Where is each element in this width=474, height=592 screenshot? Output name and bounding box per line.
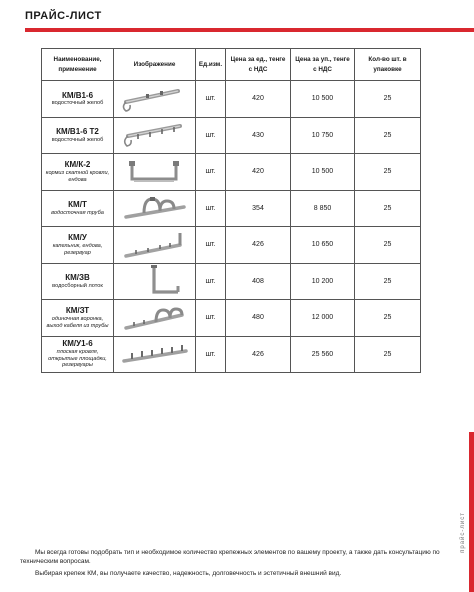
bracket-product-image bbox=[120, 155, 190, 189]
col-header-image: Изображение bbox=[114, 49, 196, 81]
col-header-unit: Ед.изм. bbox=[196, 49, 226, 81]
product-code: КМ/К-2 bbox=[64, 160, 91, 170]
price-pack-cell: 10 650 bbox=[291, 227, 355, 264]
product-image-cell bbox=[114, 81, 196, 118]
product-image-cell bbox=[114, 336, 196, 373]
product-name-cell bbox=[42, 154, 114, 191]
product-name-cell bbox=[42, 117, 114, 154]
unit-cell: шт. bbox=[196, 117, 226, 154]
product-code: КМ/ЗВ bbox=[65, 273, 90, 283]
table-row bbox=[42, 227, 421, 264]
product-description: капельник, ендова, резервуар bbox=[52, 242, 103, 256]
product-name-cell bbox=[42, 81, 114, 118]
qty-cell: 25 bbox=[355, 154, 421, 191]
table-row bbox=[42, 117, 421, 154]
price-unit-cell: 430 bbox=[226, 117, 291, 154]
product-code: КМ/Т bbox=[68, 200, 87, 210]
price-unit-cell: 426 bbox=[226, 227, 291, 264]
price-unit-cell: 420 bbox=[226, 154, 291, 191]
price-unit-cell: 426 bbox=[226, 336, 291, 373]
side-accent-rule bbox=[469, 432, 474, 592]
table-row bbox=[42, 81, 421, 118]
table-row bbox=[42, 336, 421, 373]
product-description: водосточная труба bbox=[51, 209, 104, 216]
product-name-cell bbox=[42, 190, 114, 227]
pipe-clamp-product-image bbox=[120, 191, 190, 225]
unit-cell: шт. bbox=[196, 190, 226, 227]
unit-cell: шт. bbox=[196, 336, 226, 373]
product-description: водосточный желоб bbox=[51, 100, 104, 107]
price-unit-cell: 408 bbox=[226, 263, 291, 300]
product-image-cell bbox=[114, 154, 196, 191]
product-name-cell bbox=[42, 336, 114, 373]
table-row bbox=[42, 190, 421, 227]
product-description: плоская кровля, открытые площадки, резервуары bbox=[48, 348, 107, 369]
unit-cell: шт. bbox=[196, 81, 226, 118]
product-image-cell bbox=[114, 117, 196, 154]
price-pack-cell: 10 200 bbox=[291, 263, 355, 300]
corner-bracket-product-image bbox=[120, 228, 190, 262]
price-pack-cell: 10 500 bbox=[291, 81, 355, 118]
product-image-cell bbox=[114, 190, 196, 227]
product-image-cell bbox=[114, 263, 196, 300]
page-title: ПРАЙС-ЛИСТ bbox=[25, 10, 102, 22]
product-name-cell bbox=[42, 300, 114, 337]
header-accent-rule bbox=[25, 28, 474, 32]
unit-cell: шт. bbox=[196, 227, 226, 264]
table-row bbox=[42, 154, 421, 191]
product-description: одиночная воронка, выход кабеля из трубы bbox=[46, 315, 109, 329]
product-description: водосборный лоток bbox=[52, 282, 103, 289]
table-row bbox=[42, 300, 421, 337]
product-description: водосточный желоб bbox=[51, 136, 104, 143]
col-header-qty: Кол-во шт. в упаковке bbox=[355, 49, 421, 81]
gutter-mount-product-image bbox=[120, 118, 190, 152]
product-name-cell bbox=[42, 263, 114, 300]
price-unit-cell: 480 bbox=[226, 300, 291, 337]
l-bracket-product-image bbox=[120, 264, 190, 298]
product-code: КМ/У bbox=[68, 233, 87, 243]
qty-cell: 25 bbox=[355, 81, 421, 118]
price-pack-cell: 10 750 bbox=[291, 117, 355, 154]
qty-cell: 25 bbox=[355, 227, 421, 264]
col-header-price-unit: Цена за ед., тенге с НДС bbox=[226, 49, 291, 81]
col-header-name: Наименование, применение bbox=[42, 49, 114, 81]
unit-cell: шт. bbox=[196, 263, 226, 300]
table-header-row bbox=[42, 49, 421, 81]
unit-cell: шт. bbox=[196, 300, 226, 337]
price-pack-cell: 10 500 bbox=[291, 154, 355, 191]
product-code: КМ/В1-6 bbox=[61, 90, 94, 100]
footer-line-quality: Выбирая крепеж КМ, вы получаете качество, надежность, долговечность и эстетичный внешний вид. bbox=[35, 569, 342, 577]
product-code: КМ/ЗТ bbox=[65, 306, 90, 316]
gutter-mount-product-image bbox=[120, 82, 190, 116]
product-name-cell bbox=[42, 227, 114, 264]
footer-line-consultation: Мы всегда готовы подобрать тип и необходимое количество крепежных элементов по вашему проекту, а также дать консультацию по техническим вопросам. bbox=[20, 549, 440, 565]
qty-cell: 25 bbox=[355, 300, 421, 337]
product-description: кормиз скатной кровли, ендова bbox=[45, 169, 110, 183]
price-pack-cell: 12 000 bbox=[291, 300, 355, 337]
price-unit-cell: 354 bbox=[226, 190, 291, 227]
price-unit-cell: 420 bbox=[226, 81, 291, 118]
footer-text bbox=[20, 549, 465, 578]
funnel-mount-product-image bbox=[120, 301, 190, 335]
product-code: КМ/В1-6 Т2 bbox=[56, 127, 99, 137]
product-image-cell bbox=[114, 227, 196, 264]
qty-cell: 25 bbox=[355, 336, 421, 373]
price-table bbox=[41, 48, 421, 373]
unit-cell: шт. bbox=[196, 154, 226, 191]
price-pack-cell: 25 560 bbox=[291, 336, 355, 373]
product-image-cell bbox=[114, 300, 196, 337]
product-code: КМ/У1-6 bbox=[62, 339, 93, 349]
col-header-price-pack: Цена за уп., тенге с НДС bbox=[291, 49, 355, 81]
flat-roof-mount-product-image bbox=[120, 337, 190, 371]
table-row bbox=[42, 263, 421, 300]
qty-cell: 25 bbox=[355, 117, 421, 154]
qty-cell: 25 bbox=[355, 263, 421, 300]
qty-cell: 25 bbox=[355, 190, 421, 227]
side-label: прайс-лист bbox=[460, 512, 466, 553]
price-pack-cell: 8 850 bbox=[291, 190, 355, 227]
